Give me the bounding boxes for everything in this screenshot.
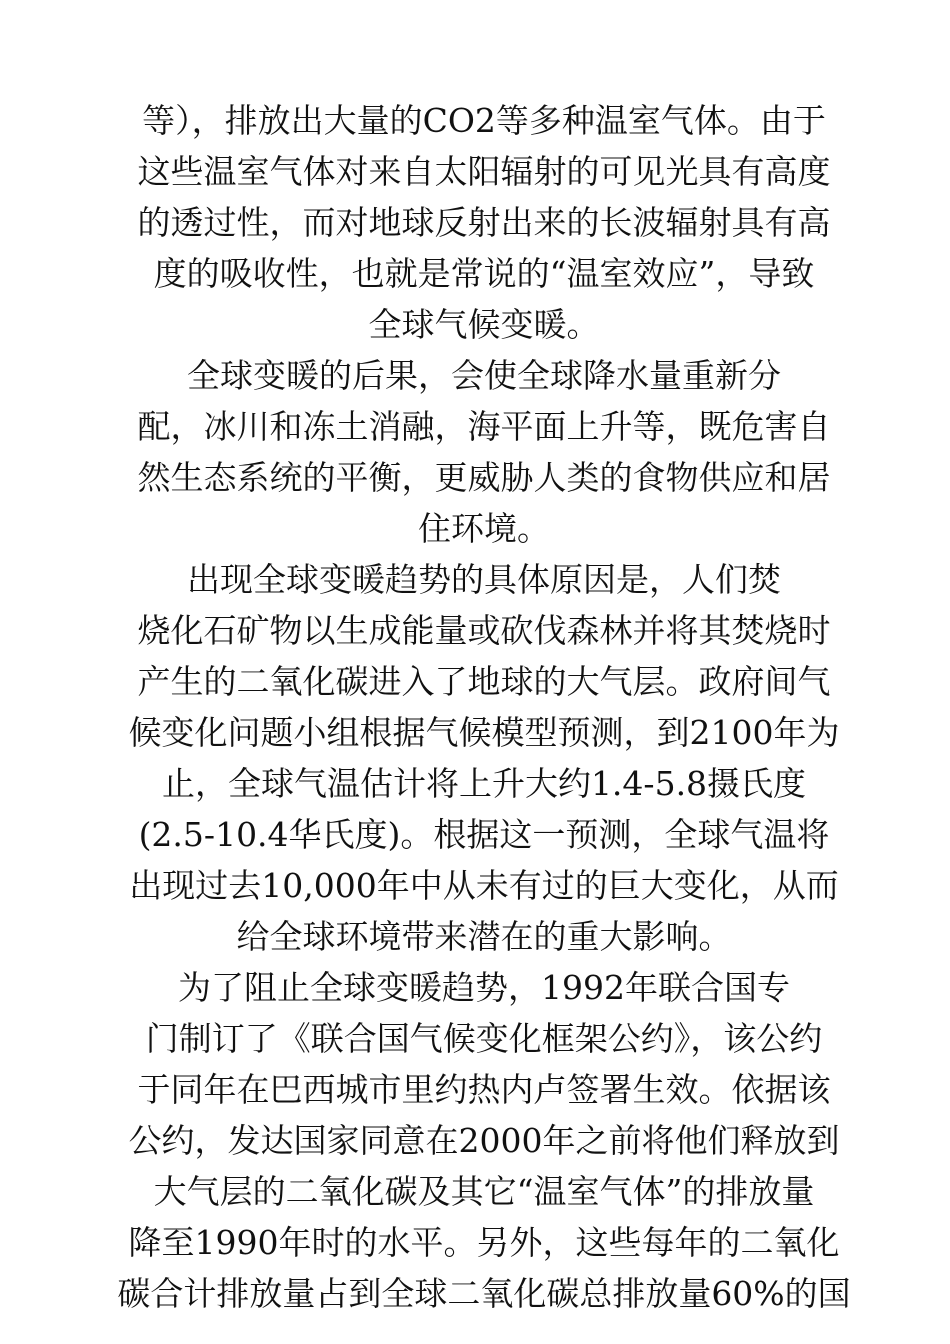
text-line: 大气层的二氧化碳及其它“温室气体”的排放量 [153,1172,815,1211]
text-line: 降至1990年时的水平。另外，这些每年的二氧化 [128,1223,840,1262]
text-line: 等），排放出大量的CO2等多种温室气体。由于 [142,101,826,140]
text-line: 止，全球气温估计将上升大约1.4-5.8摄氏度 [161,764,807,803]
text-line: 为了阻止全球变暖趋势，1992年联合国专 [178,968,790,1007]
text-line: 出现全球变暖趋势的具体原因是，人们焚 [187,560,781,599]
text-line: 出现过去10,000年中从未有过的巨大变化，从而 [129,866,839,905]
text-line: 住环境。 [418,509,550,548]
text-line: 全球变暖的后果，会使全球降水量重新分 [187,356,781,395]
text-line: 门制订了《联合国气候变化框架公约》，该公约 [145,1019,823,1058]
text-line: 的透过性，而对地球反射出来的长波辐射具有高 [137,203,831,242]
text-line: 度的吸收性，也就是常说的“温室效应”，导致 [153,254,815,293]
text-line: 这些温室气体对来自太阳辐射的可见光具有高度 [137,152,831,191]
text-line: 然生态系统的平衡，更威胁人类的食物供应和居 [137,458,831,497]
text-line: 全球气候变暖。 [368,305,600,344]
text-line: 公约，发达国家同意在2000年之前将他们释放到 [128,1121,840,1160]
text-line: 产生的二氧化碳进入了地球的大气层。政府间气 [137,662,831,701]
body-text [104,95,864,1319]
text-line: 候变化问题小组根据气候模型预测，到2100年为 [128,713,840,752]
text-line: 于同年在巴西城市里约热内卢签署生效。依据该 [137,1070,831,1109]
text-line: 给全球环境带来潜在的重大影响。 [236,917,732,956]
text-line: 配，冰川和冻土消融，海平面上升等，既危害自 [137,407,831,446]
text-line: (2.5-10.4华氏度)。根据这一预测，全球气温将 [138,815,830,854]
text-line: 烧化石矿物以生成能量或砍伐森林并将其焚烧时 [137,611,831,650]
text-line: 碳合计排放量占到全球二氧化碳总排放量60%的国 [117,1274,851,1313]
